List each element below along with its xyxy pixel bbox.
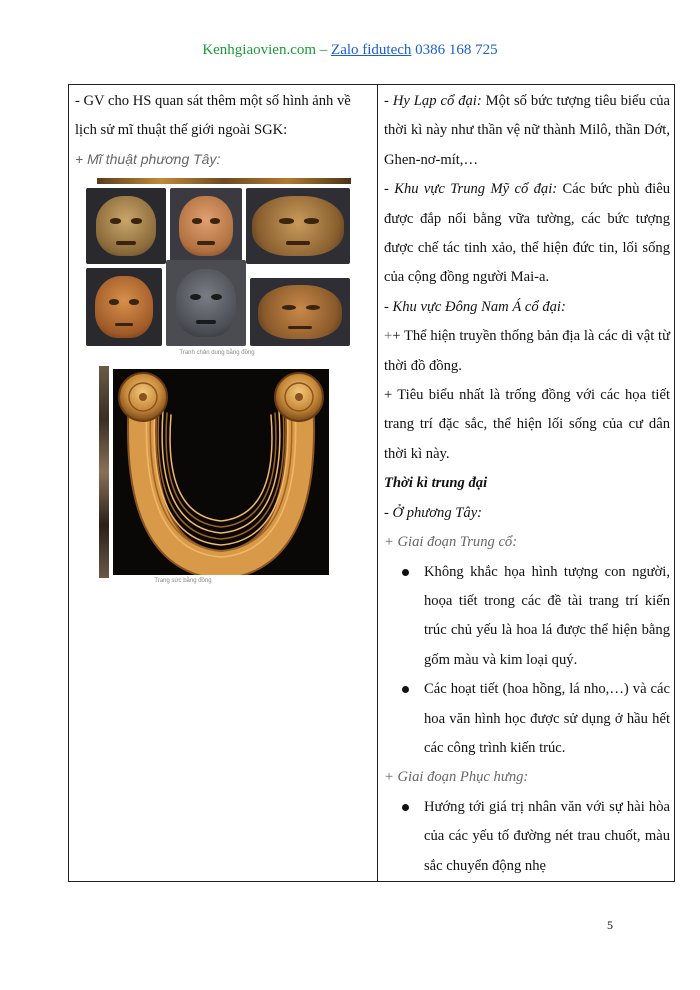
- masks-caption: Tranh chân dung bằng đồng: [179, 350, 255, 356]
- site-link[interactable]: Kenhgiaovien.com: [202, 42, 317, 58]
- list-item: Các hoạt tiết (hoa hồng, lá nho,…) và các hoa văn hình học được sử dụng ở hầu hết các công trình kiến trúc.: [424, 675, 670, 763]
- mask-3: [246, 188, 350, 264]
- collar-caption: Trang sức bằng đồng: [154, 578, 212, 584]
- middle-ages-list: [384, 558, 670, 764]
- teacher-instruction: - GV cho HS quan sát thêm một số hình ảnh về lịch sử mĩ thuật thế giới ngoài SGK:: [75, 93, 351, 138]
- list-item: Hướng tới giá trị nhân văn với sự hài hòa của các yếu tố đường nét trau chuốt, màu sắc chuyển động nhẹ: [424, 793, 670, 881]
- west-label: - Ở phương Tây:: [384, 504, 483, 521]
- middle-ages-label: + Giai đoạn Trung cổ:: [384, 534, 518, 551]
- medieval-heading: Thời kì trung đại: [384, 475, 488, 492]
- phone-number: 0386 168 725: [415, 42, 498, 58]
- zalo-link[interactable]: Zalo fidutech: [331, 42, 412, 58]
- southeast-asia-label: - Khu vực Đông Nam Á cổ đại:: [384, 298, 566, 315]
- mesoamerica-paragraph: [384, 175, 670, 293]
- image-side-strip: [99, 366, 109, 578]
- renaissance-label: + Giai đoạn Phục hưng:: [384, 769, 529, 786]
- page-number: 5: [607, 918, 613, 932]
- renaissance-list: [384, 793, 670, 881]
- mask-6: [250, 278, 350, 346]
- list-item: Không khắc họa hình tượng con người, hoọa tiết trong các đề tài trang trí kiến trúc chủ yếu là hoa lá được thể hiện bằng gốm màu và kim loại quý.: [424, 558, 670, 676]
- mesoamerica-text: Các bức phù điêu được đắp nổi bằng vữa tường, các bức tượng được chế tác tinh xảo, thể hiện đức tin, lối sống của cộng đồng người Mai-a.: [384, 181, 670, 286]
- western-art-label: + Mĩ thuật phương Tây:: [75, 151, 221, 167]
- gold-collar-image: [113, 369, 329, 575]
- greece-text: Một số bức tượng tiêu biểu của thời kì này như thần vệ nữ thành Milô, thần Dớt, Ghen-nơ-mít,…: [384, 93, 670, 168]
- mask-5: [166, 260, 246, 346]
- mask-1: [86, 188, 166, 264]
- collar-drawing: [113, 369, 329, 575]
- sea-point-2: + Tiêu biểu nhất là trống đồng với các họa tiết trang trí đặc sắc, thể hiện lối sống của cư dân thời kì này.: [384, 387, 670, 462]
- sea-point-1: ++ Thể hiện truyền thống bản địa là các di vật từ thời đồ đồng.: [384, 328, 670, 374]
- right-column: [378, 85, 675, 882]
- page-header: [0, 42, 700, 59]
- header-dash: –: [319, 42, 328, 58]
- greece-label: - Hy Lạp cổ đại:: [384, 93, 482, 109]
- mesoamerica-label: - Khu vực Trung Mỹ cổ đại:: [384, 181, 558, 198]
- mask-2: [170, 188, 242, 264]
- greece-paragraph: [384, 87, 670, 175]
- bronze-masks-image: [82, 184, 352, 348]
- mask-4: [86, 268, 162, 346]
